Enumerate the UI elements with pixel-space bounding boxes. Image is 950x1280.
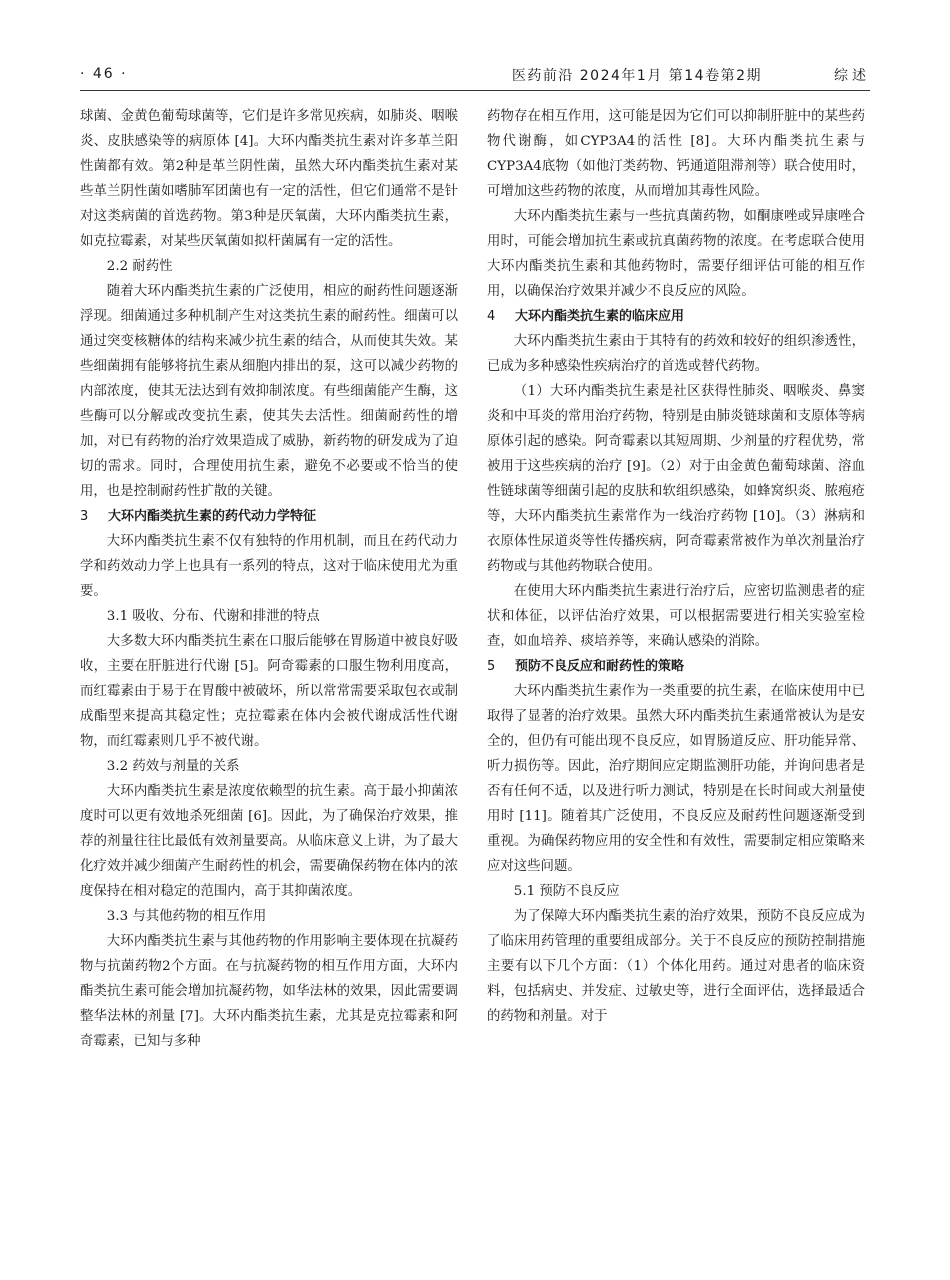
section-title: 预防不良反应和耐药性的策略 xyxy=(515,659,685,674)
section-heading-5 xyxy=(487,654,865,679)
right-column xyxy=(487,104,865,1029)
left-column xyxy=(80,104,458,1054)
section-number: 4 xyxy=(487,309,496,324)
paragraph: 药物存在相互作用，这可能是因为它们可以抑制肝脏中的某些药物代谢酶，如CYP3A4的活性 [8]。大环内酯类抗生素与CYP3A4底物（如他汀类药物、钙通道阻滞剂等）联合使用时，可增加这些药物的浓度，从而增加其毒性风险。 xyxy=(487,109,865,199)
paragraph: 球菌、金黄色葡萄球菌等，它们是许多常见疾病，如肺炎、咽喉炎、皮肤感染等的病原体 [4]。大环内酯类抗生素对许多革兰阳性菌都有效。第2种是革兰阴性菌，虽然大环内酯类抗生素对某些革兰阴性菌如嗜肺军团菌也有一定的活性，但它们通常不是针对这类病菌的首选药物。第3种是厌氧菌，大环内酯类抗生素，如克拉霉素，对某些厌氧菌如拟杆菌属有一定的活性。 xyxy=(80,109,458,249)
paragraph: 大环内酯类抗生素与其他药物的作用影响主要体现在抗凝药物与抗菌药物2个方面。在与抗凝药物的相互作用方面，大环内酯类抗生素可能会增加抗凝药物，如华法林的效果，因此需要调整华法林的剂量 [7]。大环内酯类抗生素，尤其是克拉霉素和阿奇霉素，已知与多种 xyxy=(80,934,458,1049)
subsection-heading-5-1: 5.1 预防不良反应 xyxy=(513,884,620,899)
journal-info: 医药前沿 2024年1月 第14卷第2期 xyxy=(511,68,762,84)
running-header xyxy=(80,60,870,91)
subsection-heading-3-2: 3.2 药效与剂量的关系 xyxy=(106,759,240,774)
section-title: 大环内酯类抗生素的药代动力学特征 xyxy=(108,509,317,524)
paragraph: 为了保障大环内酯类抗生素的治疗效果，预防不良反应成为了临床用药管理的重要组成部分。关于不良反应的预防控制措施主要有以下几个方面：（1）个体化用药。通过对患者的临床资料，包括病史、并发症、过敏史等，进行全面评估，选择最适合的药物和剂量。对于 xyxy=(487,909,865,1024)
subsection-heading-3-1: 3.1 吸收、分布、代谢和排泄的特点 xyxy=(106,609,320,624)
section-number: 5 xyxy=(487,659,496,674)
paragraph: 大环内酯类抗生素由于其特有的药效和较好的组织渗透性，已成为多种感染性疾病治疗的首选或替代药物。 xyxy=(487,334,865,374)
paragraph: 在使用大环内酯类抗生素进行治疗后，应密切监测患者的症状和体征，以评估治疗效果，可以根据需要进行相关实验室检查，如血培养、痰培养等，来确认感染的消除。 xyxy=(487,584,865,649)
section-heading-3 xyxy=(80,504,458,529)
paragraph: 随着大环内酯类抗生素的广泛使用，相应的耐药性问题逐渐浮现。细菌通过多种机制产生对这类抗生素的耐药性。细菌可以通过突变核糖体的结构来减少抗生素的结合，从而使其失效。某些细菌拥有能够将抗生素从细胞内排出的泵，这可以减少药物的内部浓度，使其无法达到有效抑制浓度。有些细菌能产生酶，这些酶可以分解或改变抗生素，使其失去活性。细菌耐药性的增加，对已有药物的治疗效果造成了威胁，新药物的研发成为了迫切的需求。同时，合理使用抗生素，避免不必要或不恰当的使用，也是控制耐药性扩散的关键。 xyxy=(80,284,458,499)
section-label: 综述 xyxy=(834,68,870,84)
paragraph: （1）大环内酯类抗生素是社区获得性肺炎、咽喉炎、鼻窦炎和中耳炎的常用治疗药物，特别是由肺炎链球菌和支原体等病原体引起的感染。阿奇霉素以其短周期、少剂量的疗程优势，常被用于这些疾病的治疗 [9]。（2）对于由金黄色葡萄球菌、溶血性链球菌等细菌引起的皮肤和软组织感染，如蜂窝织炎、脓疱疮等，大环内酯类抗生素常作为一线治疗药物 [10]。（3）淋病和衣原体性尿道炎等性传播疾病，阿奇霉素常被作为单次剂量治疗药物或与其他药物联合使用。 xyxy=(487,384,865,574)
subsection-heading-2-2: 2.2 耐药性 xyxy=(106,259,173,274)
paragraph: 大环内酯类抗生素是浓度依赖型的抗生素。高于最小抑菌浓度时可以更有效地杀死细菌 [6]。因此，为了确保治疗效果，推荐的剂量往往比最低有效剂量要高。从临床意义上讲，为了最大化疗效并减少细菌产生耐药性的机会，需要确保药物在体内的浓度保持在相对稳定的范围内，高于其抑菌浓度。 xyxy=(80,784,458,899)
paragraph: 大环内酯类抗生素不仅有独特的作用机制，而且在药代动力学和药效动力学上也具有一系列的特点，这对于临床使用尤为重要。 xyxy=(80,534,458,599)
page-number: · 46 · xyxy=(80,66,128,82)
paragraph: 大多数大环内酯类抗生素在口服后能够在胃肠道中被良好吸收，主要在肝脏进行代谢 [5]。阿奇霉素的口服生物利用度高，而红霉素由于易于在胃酸中被破坏，所以常常需要采取包衣或制成酯型来提高其稳定性；克拉霉素在体内会被代谢成活性代谢物，而红霉素则几乎不被代谢。 xyxy=(80,634,458,749)
paragraph: 大环内酯类抗生素作为一类重要的抗生素，在临床使用中已取得了显著的治疗效果。虽然大环内酯类抗生素通常被认为是安全的，但仍有可能出现不良反应，如胃肠道反应、肝功能异常、听力损伤等。因此，治疗期间应定期监测肝功能，并询问患者是否有任何不适，以及进行听力测试，特别是在长时间或大剂量使用时 [11]。随着其广泛使用，不良反应及耐药性问题逐渐受到重视。为确保药物应用的安全性和有效性，需要制定相应策略来应对这些问题。 xyxy=(487,684,865,874)
paragraph: 大环内酯类抗生素与一些抗真菌药物，如酮康唑或异康唑合用时，可能会增加抗生素或抗真菌药物的浓度。在考虑联合使用大环内酯类抗生素和其他药物时，需要仔细评估可能的相互作用，以确保治疗效果并减少不良反应的风险。 xyxy=(487,209,865,299)
section-title: 大环内酯类抗生素的临床应用 xyxy=(515,309,685,324)
subsection-heading-3-3: 3.3 与其他药物的相互作用 xyxy=(106,909,267,924)
section-heading-4 xyxy=(487,304,865,329)
section-number: 3 xyxy=(80,509,89,524)
